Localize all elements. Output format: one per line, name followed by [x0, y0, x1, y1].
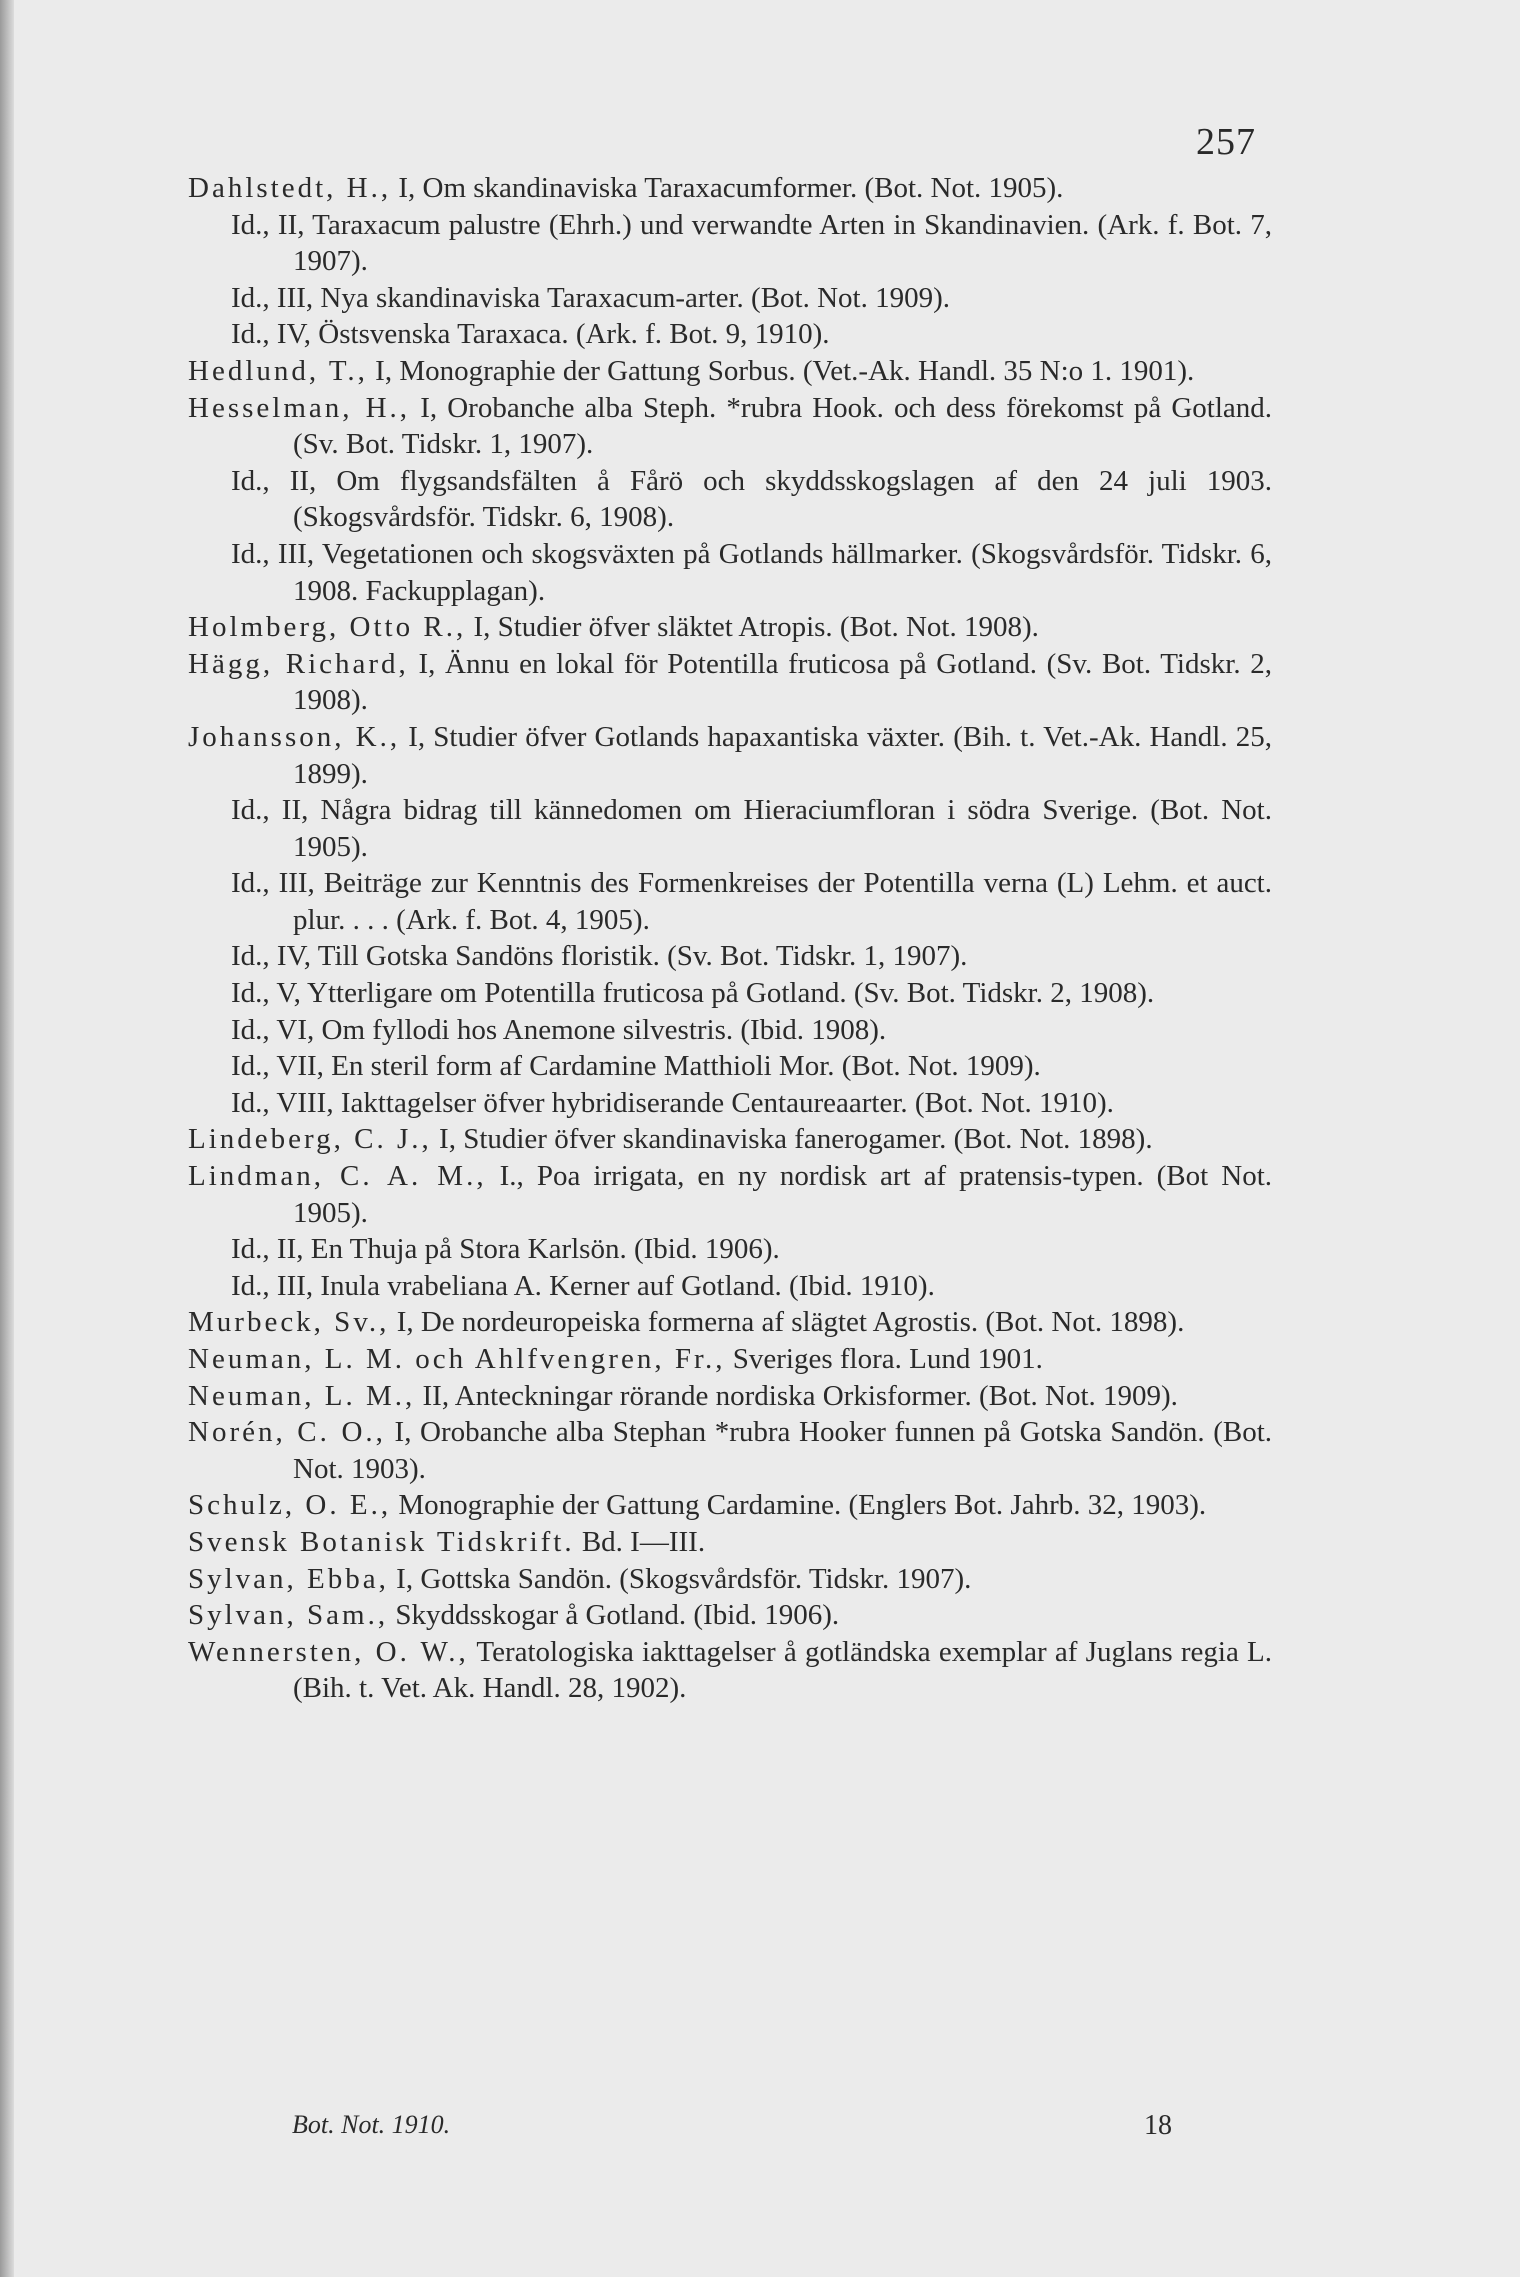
- reference-entry: [188, 316, 1272, 353]
- reference-entry: [188, 1158, 1272, 1231]
- reference-author: Johansson, K.,: [188, 720, 401, 753]
- reference-author: Id.,: [231, 1013, 270, 1046]
- reference-text: II, Anteckningar rörande nordiska Orkisformer. (Bot. Not. 1909).: [422, 1379, 1178, 1412]
- reference-entry: [188, 1524, 1272, 1561]
- reference-entry: [188, 1304, 1272, 1341]
- reference-author: Id.,: [231, 318, 270, 351]
- reference-text: III, Vegetationen och skogsväxten på Gotlands hällmarker. (Skogsvårdsför. Tidskr. 6, 1908. Fackupplagan).: [277, 537, 1273, 607]
- reference-author: Id.,: [231, 794, 270, 827]
- reference-text: VIII, Iakttagelser öfver hybridiserande Centaureaarter. (Bot. Not. 1910).: [276, 1086, 1114, 1119]
- reference-text: III, Nya skandinaviska Taraxacum-arter. (Bot. Not. 1909).: [276, 281, 951, 314]
- reference-entry: [188, 1561, 1272, 1598]
- reference-text: I, Studier öfver Gotlands hapaxantiska växter. (Bih. t. Vet.-Ak. Handl. 25, 1899).: [293, 720, 1273, 790]
- page-binding-edge: [0, 0, 14, 2277]
- reference-author: Svensk Botanisk Tidskrift.: [188, 1525, 575, 1558]
- reference-author: Hedlund, T.,: [188, 354, 368, 387]
- reference-entry: [188, 865, 1272, 938]
- reference-author: Id.,: [231, 208, 270, 241]
- reference-author: Id.,: [231, 867, 270, 900]
- reference-text: V, Ytterligare om Potentilla fruticosa på Gotland. (Sv. Bot. Tidskr. 2, 1908).: [276, 977, 1155, 1010]
- reference-text: Monographie der Gattung Cardamine. (Englers Bot. Jahrb. 32, 1903).: [398, 1489, 1207, 1522]
- reference-text: II, Om flygsandsfälten å Fårö och skyddsskogslagen af den 24 juli 1903. (Skogsvårdsför. Tidskr. 6, 1908).: [289, 464, 1273, 534]
- reference-text: I, Orobanche alba Steph. *rubra Hook. och dess förekomst på Gotland. (Sv. Bot. Tidskr. 1, 1907).: [293, 391, 1272, 461]
- reference-text: Skyddsskogar å Gotland. (Ibid. 1906).: [395, 1599, 840, 1632]
- reference-author: Id.,: [231, 940, 270, 973]
- reference-text: I., Poa irrigata, en ny nordisk art af pratensis-typen. (Bot Not. 1905).: [293, 1160, 1273, 1229]
- reference-entry: [188, 1121, 1272, 1158]
- reference-entry: [188, 609, 1272, 646]
- reference-text: VI, Om fyllodi hos Anemone silvestris. (Ibid. 1908).: [276, 1013, 887, 1046]
- reference-text: Bd. I—III.: [581, 1525, 706, 1558]
- reference-text: I, Om skandinaviska Taraxacumformer. (Bot. Not. 1905).: [398, 172, 1064, 204]
- page-number: 257: [1196, 121, 1256, 163]
- reference-entry: [188, 1048, 1272, 1085]
- reference-entry: [188, 353, 1272, 390]
- reference-entry: [188, 390, 1272, 463]
- reference-author: Murbeck, Sv.,: [188, 1306, 390, 1339]
- reference-author: Hesselman, H.,: [188, 391, 411, 424]
- reference-author: Id.,: [231, 1269, 270, 1302]
- reference-entry: [188, 1414, 1272, 1487]
- reference-author: Id.,: [231, 537, 270, 570]
- reference-text: II, Några bidrag till kännedomen om Hieraciumfloran i södra Sverige. (Bot. Not. 1905).: [281, 794, 1272, 863]
- reference-text: III, Inula vrabeliana A. Kerner auf Gotland. (Ibid. 1910).: [276, 1269, 935, 1302]
- reference-author: Id.,: [231, 977, 270, 1010]
- reference-entry: [188, 646, 1272, 719]
- reference-text: I, Ännu en lokal för Potentilla fruticosa på Gotland. (Sv. Bot. Tidskr. 2, 1908).: [293, 647, 1272, 717]
- footer-journal: Bot. Not. 1910.: [292, 2110, 451, 2139]
- reference-author: Id.,: [231, 1050, 270, 1083]
- reference-text: III, Beiträge zur Kenntnis des Formenkreises der Potentilla verna (L) Lehm. et auct. plur. . . . (Ark. f. Bot. 4, 1905).: [278, 867, 1272, 936]
- reference-text: Sveriges flora. Lund 1901.: [732, 1343, 1043, 1375]
- reference-author: Wennersten, O. W.,: [188, 1635, 469, 1668]
- reference-text: I, De nordeuropeiska formerna af slägtet Agrostis. (Bot. Not. 1898).: [396, 1306, 1185, 1339]
- reference-author: Lindeberg, C. J.,: [188, 1123, 432, 1156]
- reference-entry: [188, 1487, 1272, 1524]
- reference-author: Holmberg, Otto R.,: [188, 611, 467, 644]
- reference-entry: [188, 280, 1272, 317]
- reference-entry: [188, 1597, 1272, 1634]
- reference-entry: [188, 463, 1272, 536]
- page-footer: [292, 2110, 1172, 2142]
- reference-author: Norén, C. O.,: [188, 1416, 386, 1449]
- reference-text: I, Monographie der Gattung Sorbus. (Vet.-Ak. Handl. 35 N:o 1. 1901).: [375, 354, 1195, 387]
- reference-author: Id.,: [231, 1233, 270, 1266]
- reference-entry: [188, 207, 1272, 280]
- reference-entry: [188, 975, 1272, 1012]
- reference-entry: [188, 1268, 1272, 1305]
- reference-author: Neuman, L. M.,: [188, 1379, 416, 1412]
- reference-author: Lindman, C. A. M.,: [188, 1160, 487, 1193]
- reference-author: Schulz, O. E.,: [188, 1489, 392, 1522]
- reference-text: I, Studier öfver skandinaviska fanerogamer. (Bot. Not. 1898).: [439, 1123, 1153, 1156]
- reference-text: II, En Thuja på Stora Karlsön. (Ibid. 1906).: [276, 1233, 780, 1266]
- reference-entry: [188, 536, 1272, 609]
- reference-text: I, Orobanche alba Stephan *rubra Hooker funnen på Gotska Sandön. (Bot. Not. 1903).: [293, 1416, 1273, 1485]
- reference-entry: [188, 1231, 1272, 1268]
- reference-entry: [188, 792, 1272, 865]
- reference-text: Teratologiska iakttagelser å gotländska exemplar af Juglans regia L. (Bih. t. Vet. Ak. Handl. 28, 1902).: [293, 1635, 1272, 1705]
- reference-author: Neuman, L. M. och Ahlfvengren, Fr.,: [188, 1343, 726, 1375]
- reference-entry: [188, 1634, 1272, 1707]
- reference-entry: [188, 719, 1272, 792]
- reference-text: I, Studier öfver släktet Atropis. (Bot. Not. 1908).: [473, 611, 1039, 644]
- reference-author: Id.,: [231, 281, 270, 314]
- reference-list: [188, 170, 1272, 1707]
- reference-entry: [188, 1341, 1272, 1378]
- reference-text: IV, Östsvenska Taraxaca. (Ark. f. Bot. 9, 1910).: [276, 318, 830, 351]
- reference-author: Id.,: [231, 1086, 270, 1119]
- reference-author: Sylvan, Sam.,: [188, 1599, 389, 1632]
- reference-text: I, Gottska Sandön. (Skogsvårdsför. Tidskr. 1907).: [396, 1562, 972, 1595]
- reference-text: IV, Till Gotska Sandöns floristik. (Sv. Bot. Tidskr. 1, 1907).: [276, 940, 968, 973]
- reference-entry: [188, 170, 1272, 207]
- reference-entry: [188, 1085, 1272, 1122]
- reference-entry: [188, 1012, 1272, 1049]
- reference-entry: [188, 1378, 1272, 1415]
- reference-author: Sylvan, Ebba,: [188, 1562, 389, 1595]
- reference-text: II, Taraxacum palustre (Ehrh.) und verwandte Arten in Skandinavien. (Ark. f. Bot. 7, 1907).: [277, 208, 1272, 278]
- reference-author: Dahlstedt, H.,: [188, 172, 392, 204]
- reference-entry: [188, 938, 1272, 975]
- reference-author: Id.,: [231, 464, 270, 497]
- reference-author: Hägg, Richard,: [188, 647, 409, 680]
- reference-text: VII, En steril form af Cardamine Matthioli Mor. (Bot. Not. 1909).: [276, 1050, 1041, 1083]
- footer-sheet-number: 18: [1144, 2110, 1172, 2141]
